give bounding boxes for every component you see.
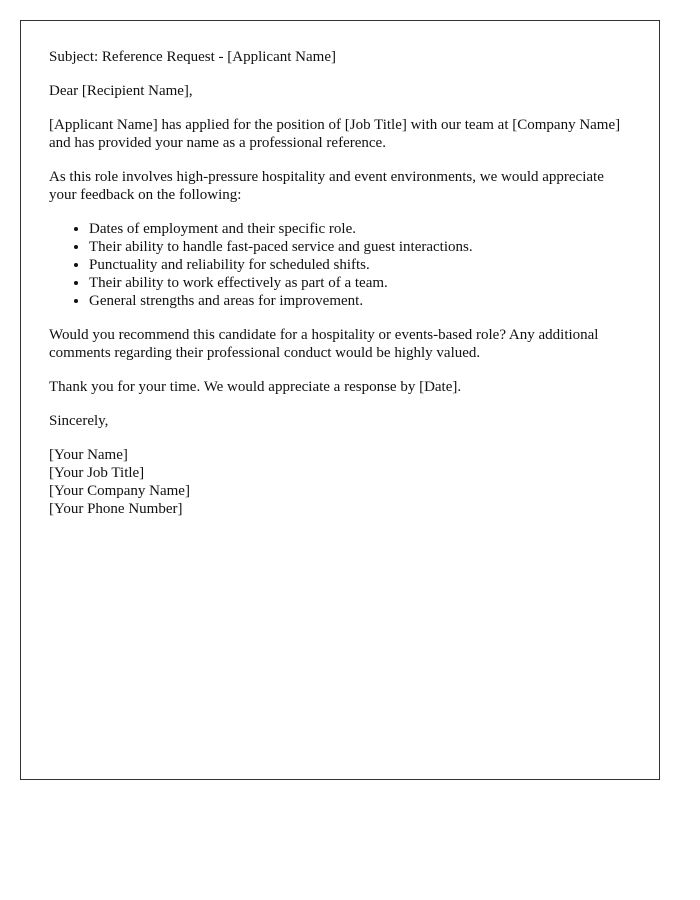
feedback-list — [49, 220, 631, 310]
signature-phone: [Your Phone Number] — [49, 501, 183, 517]
list-item: • Their ability to work effectively as part of a team. — [89, 274, 631, 292]
signature-company: [Your Company Name] — [49, 483, 190, 499]
thanks-paragraph: Thank you for your time. We would appreciate a response by [Date]. — [49, 379, 462, 395]
recommendation-paragraph: Would you recommend this candidate for a hospitality or events-based role? Any additional comments regarding their professional conduct would be highly valued. — [49, 327, 599, 361]
signature-job-title: [Your Job Title] — [49, 465, 145, 481]
intro-paragraph: [Applicant Name] has applied for the position of [Job Title] with our team at [Company Name] and has provided your name as a professional reference. — [49, 117, 621, 151]
letter-container — [20, 20, 660, 780]
request-paragraph: As this role involves high-pressure hospitality and event environments, we would appreciate your feedback on the following: — [49, 169, 604, 203]
greeting: Dear [Recipient Name], — [49, 83, 193, 99]
list-item: • General strengths and areas for improvement. — [89, 292, 631, 310]
signature-name: [Your Name] — [49, 447, 128, 463]
list-item: • Their ability to handle fast-paced service and guest interactions. — [89, 238, 631, 256]
subject-line: Subject: Reference Request - [Applicant Name] — [49, 49, 336, 65]
closing: Sincerely, — [49, 413, 109, 429]
signature-block — [49, 446, 631, 518]
list-item: • Punctuality and reliability for scheduled shifts. — [89, 256, 631, 274]
list-item: • Dates of employment and their specific role. — [89, 220, 631, 238]
